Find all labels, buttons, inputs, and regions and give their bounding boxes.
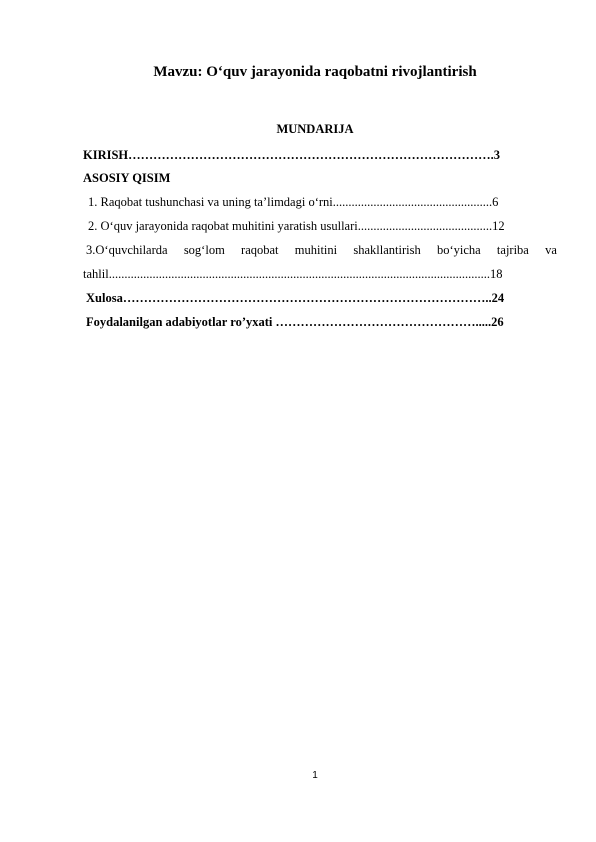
toc-word: tajriba — [496, 243, 529, 257]
toc-entry-adabiyot: Foydalanilgan adabiyotlar ro’yxati ………………………………………….....26 — [86, 315, 504, 329]
toc-word: shakllantirish — [353, 243, 421, 257]
toc-word: sog‘lom — [183, 243, 225, 257]
toc-word: raqobat — [241, 243, 279, 257]
toc-entry-asosiy: ASOSIY QISIM — [83, 171, 171, 185]
toc-word: va — [545, 243, 557, 257]
page-number: 1 — [312, 770, 318, 781]
toc-entry-item1: 1. Raqobat tushunchasi va uning ta’limdagi o‘rni...................................................6 — [88, 195, 499, 209]
toc-word: muhitini — [294, 243, 338, 257]
toc-word: bo‘yicha — [436, 243, 481, 257]
toc-entry-item3-line2: tahlil..........................................................................................................................18 — [83, 267, 503, 281]
toc-word: 3.O‘quvchilarda — [86, 243, 168, 257]
toc-entry-xulosa: Xulosa……………………………………………………………………………..24 — [86, 291, 505, 305]
toc-entry-item3-line1 — [86, 243, 557, 258]
toc-entry-kirish: KIRISH…………………………………………………………………………….3 — [83, 148, 501, 162]
document-title: Mavzu: O‘quv jarayonida raqobatni rivojlantirish — [153, 64, 477, 80]
toc-entry-item2: 2. O‘quv jarayonida raqobat muhitini yaratish usullari...........................................12 — [88, 219, 505, 233]
toc-heading: MUNDARIJA — [276, 122, 354, 136]
